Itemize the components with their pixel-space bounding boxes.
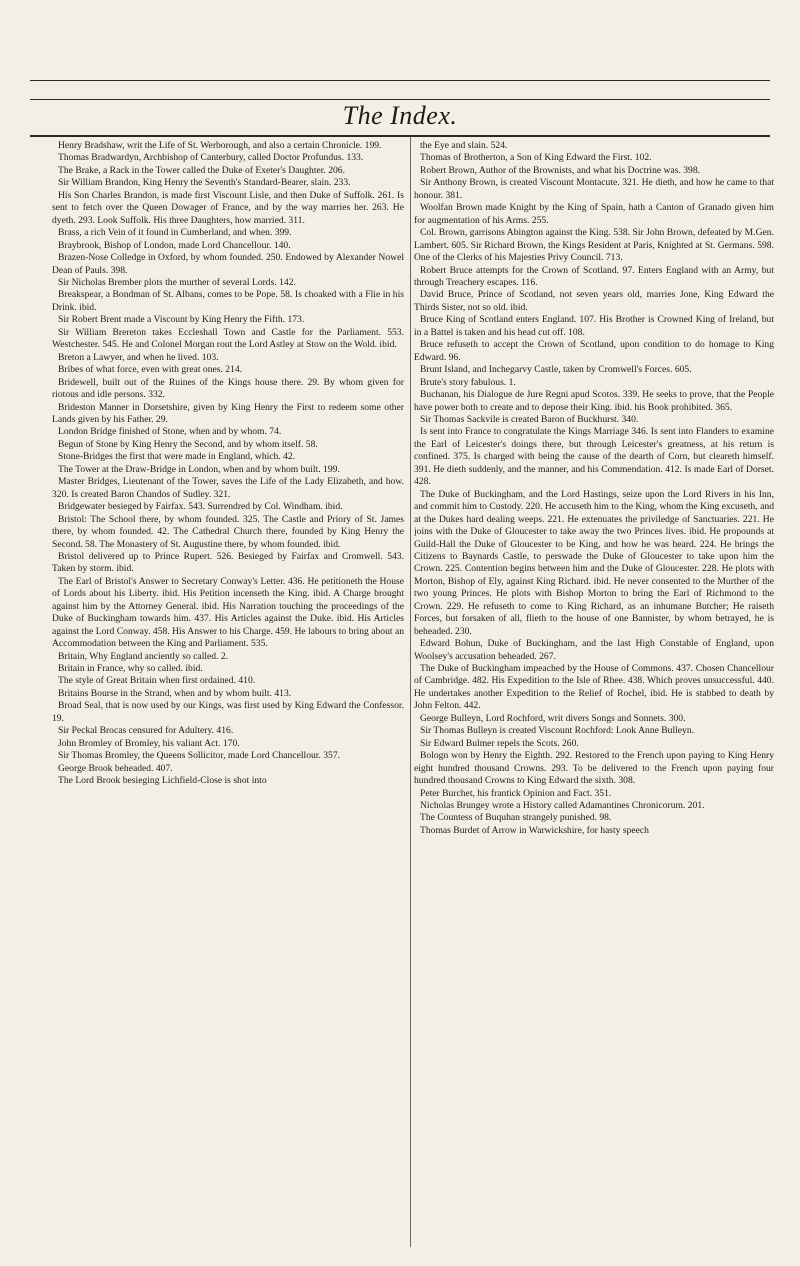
header-rule-top: [30, 80, 770, 81]
index-entry: The Duke of Buckingham impeached by the House of Commons. 437. Chosen Chancellour of Cambridge. 482. His Expedition to the Isle of Rhee. 438. Which proves unsuccessful. 440. He undertakes another Expedition to the Relief of Rochel, ibid. He is stabbed to death by John Felton. 442.: [414, 663, 774, 712]
index-entry: Sir Thomas Bromley, the Queens Sollicitor, made Lord Chancellour. 357.: [58, 750, 341, 762]
index-entry: Robert Brown, Author of the Brownists, and what his Doctrine was. 398.: [420, 164, 701, 176]
index-entry: The Brake, a Rack in the Tower called the Duke of Exeter's Daughter. 206.: [58, 164, 345, 176]
index-entry: Britain in France, why so called. ibid.: [58, 663, 203, 675]
index-column-left: [52, 140, 404, 1250]
index-entry: The Lord Brook besieging Lichfield-Close is shot into: [58, 775, 267, 787]
index-entry: Britains Bourse in the Strand, when and by whom built. 413.: [58, 687, 292, 699]
index-entry: Sir Edward Bulmer repels the Scots. 260.: [420, 737, 579, 749]
header-rule-bottom: [30, 135, 770, 137]
index-entry: Brunt Island, and Inchegarvy Castle, taken by Cromwell's Forces. 605.: [420, 364, 692, 376]
index-entry: Nicholas Brungey wrote a History called Adamantines Chronicorum. 201.: [420, 800, 705, 812]
column-divider: [410, 137, 411, 1247]
index-entry: Buchanan, his Dialogue de Jure Regni apud Scotos. 339. He seeks to prove, that the People have power both to create and to depose their King. ibid. his Book prohibited. 365.: [414, 389, 774, 413]
index-entry: Bridewell, built out of the Ruines of the Kings house there. 29. By whom given for riotous and idle persons. 332.: [52, 376, 404, 401]
index-entry: Is sent into France to congratulate the Kings Marriage 346. Is sent into Flanders to examine the Earl of Leicester's doings there, but through Leicester's greatness, at his return is confined. 375. Is charged with being the cause of the dearth of Corn, but cleareth himself. 391. He dieth suddenly, and the manner, and his Commendation. 412. Is made Earl of Dorset. 428.: [414, 426, 774, 488]
index-entry: Braybrook, Bishop of London, made Lord Chancellour. 140.: [58, 239, 291, 251]
index-entry: Bristol: The School there, by whom founded. 325. The Castle and Priory of St. James there, by whom founded. 42. The Cathedral Church there, founded by King Henry the Second. 58. The Monastery of St. Augustine there, by whom founded. ibid.: [52, 513, 404, 550]
index-entry: Sir Nicholas Brember plots the murther of several Lords. 142.: [58, 276, 296, 288]
index-entry: Master Bridges, Lieutenant of the Tower, saves the Life of the Lady Elizabeth, and how. 320. Is created Baron Chandos of Sudley. 321.: [52, 476, 404, 500]
index-entry: Stone-Bridges the first that were made in England, which. 42.: [58, 451, 296, 463]
index-entry: Edward Bohun, Duke of Buckingham, and the last High Constable of England, upon Woolsey's accusation beheaded. 267.: [414, 638, 774, 662]
index-entry: Brute's story fabulous. 1.: [420, 376, 516, 388]
index-entry: Brazen-Nose Colledge in Oxford, by whom founded. 250. Endowed by Alexander Nowel Dean of Pauls. 398.: [52, 252, 404, 276]
index-entry: Bruce refuseth to accept the Crown of Scotland, upon condition to do homage to King Edward. 96.: [414, 339, 774, 363]
index-entry: Henry Bradshaw, writ the Life of St. Werborough, and also a certain Chronicle. 199.: [58, 140, 382, 151]
index-entry: The Duke of Buckingham, and the Lord Hastings, seize upon the Lord Rivers in his Inn, and commit him to Custody. 220. He accuseth him to the King, whom the King excuseth, and at the Dukes hard dealing weeps. 221. He extenuates the priviledge of Sanctuaries. 221. He joins with the Duke of Gloucester to take away the two Princes lives. ibid. He propounds at Guild-Hall the Duke of Gloucester to be King, and how he was heard. 224. He brings the Citizens to Baynards Castle, to perswade the Duke of Gloucester to take upon him the Crown. 225. Contention begins between him and the Duke of Gloucester. 228. He plots with Morton, Bishop of Ely, against King Richard. ibid. He never consented to the Murther of the two young Princes. He plots with Bishop Morton to bring the Earl of Richmond to the Crown. 229. He refuseth to come to King Richard, as an inhumane Butcher; He raiseth Forces, but forsaken of all, flieth to the house of one Bannister, by whom betrayed, he is beheaded. 230.: [414, 488, 774, 637]
index-entry: Breakspear, a Bondman of St. Albans, comes to be Pope. 58. Is choaked with a Flie in his Drink. ibid.: [52, 289, 404, 313]
index-entry: The Tower at the Draw-Bridge in London, when and by whom built. 199.: [58, 463, 340, 475]
index-entry: Sir William Brereton takes Eccleshall Town and Castle for the Parliament. 553. Westchester. 545. He and Colonel Morgan rout the Lord Astley at Stow on the Wold. ibid.: [52, 326, 404, 351]
index-entry: The Earl of Bristol's Answer to Secretary Conway's Letter. 436. He petitioneth the House of Lords about his Liberty. ibid. His Petition incenseth the King. ibid. A Charge brought against him by the Attorney General. ibid. His Narration touching the proceedings of the Duke of Buckingham towards him. 437. His Articles against the Duke. ibid. His Articles against the Lord Conway. 458. His Answer to his Charge. 459. He labours to bring about an Accommodation between the King and Parliament. 535.: [52, 575, 404, 650]
index-entry: Sir William Brandon, King Henry the Seventh's Standard-Bearer, slain. 233.: [58, 177, 351, 189]
index-entry: Sir Robert Brent made a Viscount by King Henry the Fifth. 173.: [58, 314, 305, 326]
index-entry: Brideston Manner in Dorsetshire, given by King Henry the First to redeem some other Lands given by his Father. 29.: [52, 401, 404, 425]
index-entry: David Bruce, Prince of Scotland, not seven years old, marries Jone, King Edward the Thirds Sister, not so old. ibid.: [414, 289, 774, 313]
index-entry: Breton a Lawyer, and when he lived. 103.: [58, 351, 219, 363]
index-entry: George Bulleyn, Lord Rochford, writ divers Songs and Sonnets. 300.: [420, 712, 686, 724]
index-entry: Bruce King of Scotland enters England. 107. His Brother is Crowned King of Ireland, but in a Battel is taken and his head cut off. 108.: [414, 314, 774, 338]
index-entry: John Bromley of Bromley, his valiant Act. 170.: [58, 737, 240, 749]
index-entry: Thomas Burdet of Arrow in Warwickshire, for hasty speech: [420, 824, 649, 836]
index-entry: Broad Seal, that is now used by our Kings, was first used by King Edward the Confessor. 19.: [52, 700, 404, 724]
index-entry: Sir Peckal Brocas censured for Adultery. 416.: [58, 725, 234, 737]
index-entry: The style of Great Britain when first ordained. 410.: [58, 675, 256, 687]
page-title: The Index.: [342, 101, 458, 130]
index-entry: George Brook beheaded. 407.: [58, 762, 173, 774]
index-entry: Woolfan Brown made Knight by the King of Spain, hath a Canton of Granado given him for augmentation of his Arms. 255.: [414, 202, 774, 226]
index-entry: Sir Thomas Bulleyn is created Viscount Rochford: Look Anne Bulleyn.: [420, 725, 695, 737]
index-entry: Sir Anthony Brown, is created Viscount Montacute. 321. He dieth, and how he came to that honour. 381.: [414, 177, 774, 201]
header-rule-thin: [30, 99, 770, 100]
index-entry: Bridgewater besieged by Fairfax. 543. Surrendred by Col. Windham. ibid.: [58, 501, 343, 513]
index-entry: Sir Thomas Sackvile is created Baron of Buckhurst. 340.: [420, 413, 639, 425]
index-entry: His Son Charles Brandon, is made first Viscount Lisle, and then Duke of Suffolk. 261. Is sent to fetch over the Queen Dowager of France, and by the way marries her. 263. He dyeth. 293. Look Suffolk. His three Daughters, how married. 311.: [52, 189, 404, 226]
index-entry: Col. Brown, garrisons Abington against the King. 538. Sir John Brown, defeated by M.Gen. Lambert. 605. Sir Richard Brown, the Kings Resident at Paris, Knighted at St. Germans. 598. One of the Clerks of his Majesties Privy Council. 713.: [414, 227, 774, 264]
index-entry: Robert Bruce attempts for the Crown of Scotland. 97. Enters England with an Army, but through Treachery escapes. 116.: [414, 264, 774, 288]
index-entry: Bristol delivered up to Prince Rupert. 526. Besieged by Fairfax and Cromwell. 543. Taken by storm. ibid.: [52, 550, 404, 575]
index-entry: the Eye and slain. 524.: [420, 140, 508, 151]
index-entry: Bologn won by Henry the Eighth. 292. Restored to the French upon paying to King Henry eight hundred thousand Crowns. 293. To be delivered to the French upon paying four hundred thousand Crowns to King Edward the sixth. 308.: [414, 750, 774, 787]
index-entry: Begun of Stone by King Henry the Second, and by whom itself. 58.: [58, 438, 318, 450]
index-entry: Britain, Why England anciently so called. 2.: [58, 650, 229, 662]
index-entry: The Countess of Buquhan strangely punished. 98.: [420, 812, 612, 824]
index-entry: Peter Burchet, his frantick Opinion and Fact. 351.: [420, 787, 612, 799]
index-entry: Bribes of what force, even with great ones. 214.: [58, 364, 243, 376]
index-entry: London Bridge finished of Stone, when and by whom. 74.: [58, 426, 282, 438]
index-entry: Brass, a rich Vein of it found in Cumberland, and when. 399.: [58, 227, 292, 239]
index-column-right: [414, 140, 774, 1250]
index-entry: Thomas Bradwardyn, Archbishop of Canterbury, called Doctor Profundus. 133.: [58, 152, 364, 164]
index-entry: Thomas of Brotherton, a Son of King Edward the First. 102.: [420, 152, 652, 164]
